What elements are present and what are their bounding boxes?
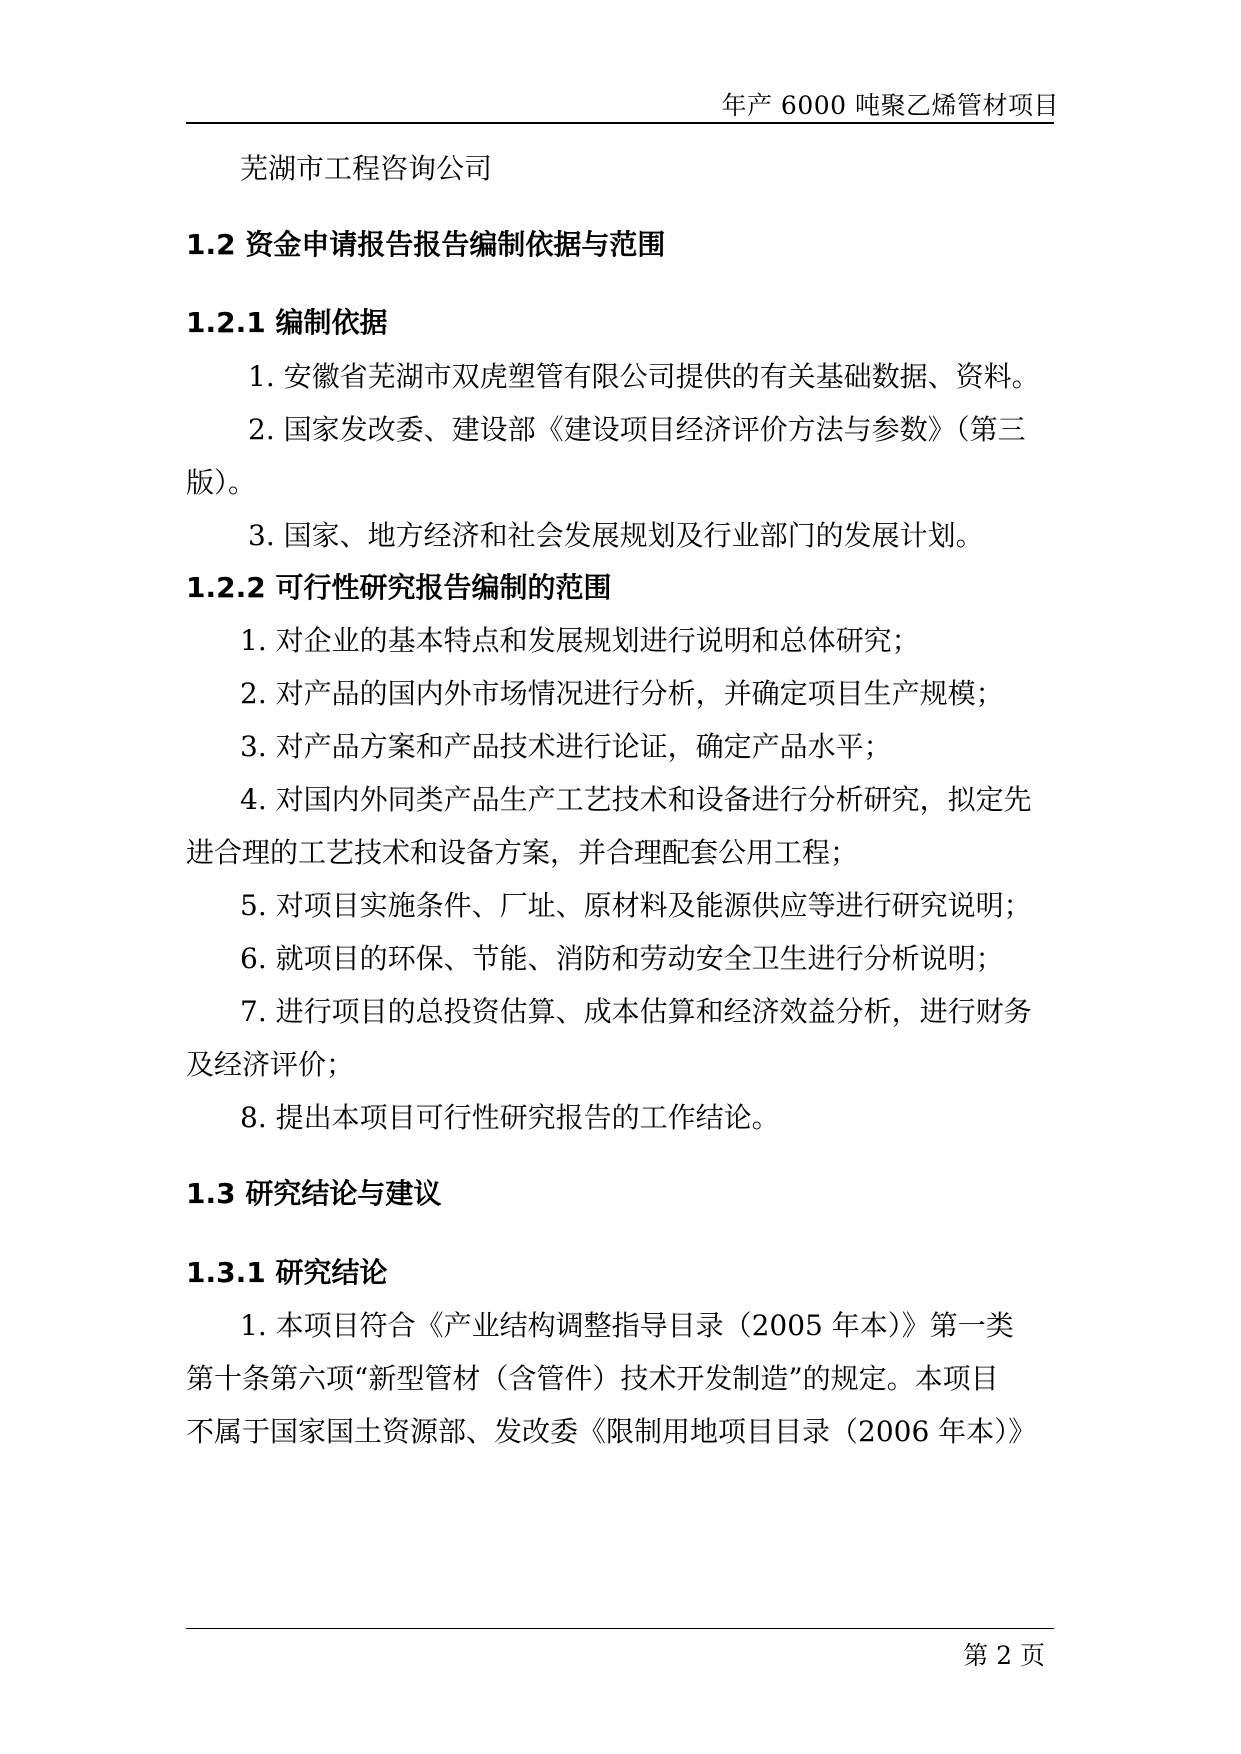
basis-item-2: 2. 国家发改委、建设部《建设项目经济评价方法与参数》（第三 (248, 413, 1026, 446)
footer-divider (186, 1628, 1054, 1629)
header-divider (186, 122, 1054, 124)
scope-item-4-cont: 进合理的工艺技术和设备方案，并合理配套公用工程； (186, 836, 859, 869)
basis-item-1: 1. 安徽省芜湖市双虎塑管有限公司提供的有关基础数据、资料。 (248, 360, 1040, 393)
conclusion-item-1-cont-1: 第十条第六项“新型管材（含管件）技术开发制造”的规定。本项目 (186, 1362, 999, 1395)
conclusion-item-1-cont-2: 不属于国家国土资源部、发改委《限制用地项目目录（2006 年本）》 (186, 1415, 1037, 1448)
section-heading-1-2-2: 1.2.2 可行性研究报告编制的范围 (186, 571, 612, 604)
basis-item-3: 3. 国家、地方经济和社会发展规划及行业部门的发展计划。 (248, 519, 984, 552)
scope-item-7: 7. 进行项目的总投资估算、成本估算和经济效益分析，进行财务 (240, 995, 1032, 1028)
scope-item-1: 1. 对企业的基本特点和发展规划进行说明和总体研究； (240, 624, 920, 657)
section-heading-1-2: 1.2 资金申请报告报告编制依据与范围 (186, 228, 666, 261)
scope-item-8: 8. 提出本项目可行性研究报告的工作结论。 (240, 1101, 780, 1134)
scope-item-7-cont: 及经济评价； (186, 1048, 355, 1081)
scope-item-2: 2. 对产品的国内外市场情况进行分析，并确定项目生产规模； (240, 677, 1004, 710)
scope-item-6: 6. 就项目的环保、节能、消防和劳动安全卫生进行分析说明； (240, 942, 1004, 975)
conclusion-item-1: 1. 本项目符合《产业结构调整指导目录（2005 年本）》第一类 (240, 1309, 1014, 1342)
scope-item-3: 3. 对产品方案和产品技术进行论证，确定产品水平； (240, 730, 892, 763)
company-name: 芜湖市工程咨询公司 (240, 152, 493, 185)
section-heading-1-2-1: 1.2.1 编制依据 (186, 306, 388, 339)
scope-item-5: 5. 对项目实施条件、厂址、原材料及能源供应等进行研究说明； (240, 889, 1032, 922)
section-heading-1-3-1: 1.3.1 研究结论 (186, 1256, 388, 1289)
scope-item-4: 4. 对国内外同类产品生产工艺技术和设备进行分析研究，拟定先 (240, 783, 1032, 816)
basis-item-2-cont: 版）。 (186, 466, 257, 499)
section-heading-1-3: 1.3 研究结论与建议 (186, 1177, 442, 1210)
page-number: 第 2 页 (963, 1641, 1045, 1670)
page-header-title: 年产 6000 吨聚乙烯管材项目 (721, 91, 1059, 120)
